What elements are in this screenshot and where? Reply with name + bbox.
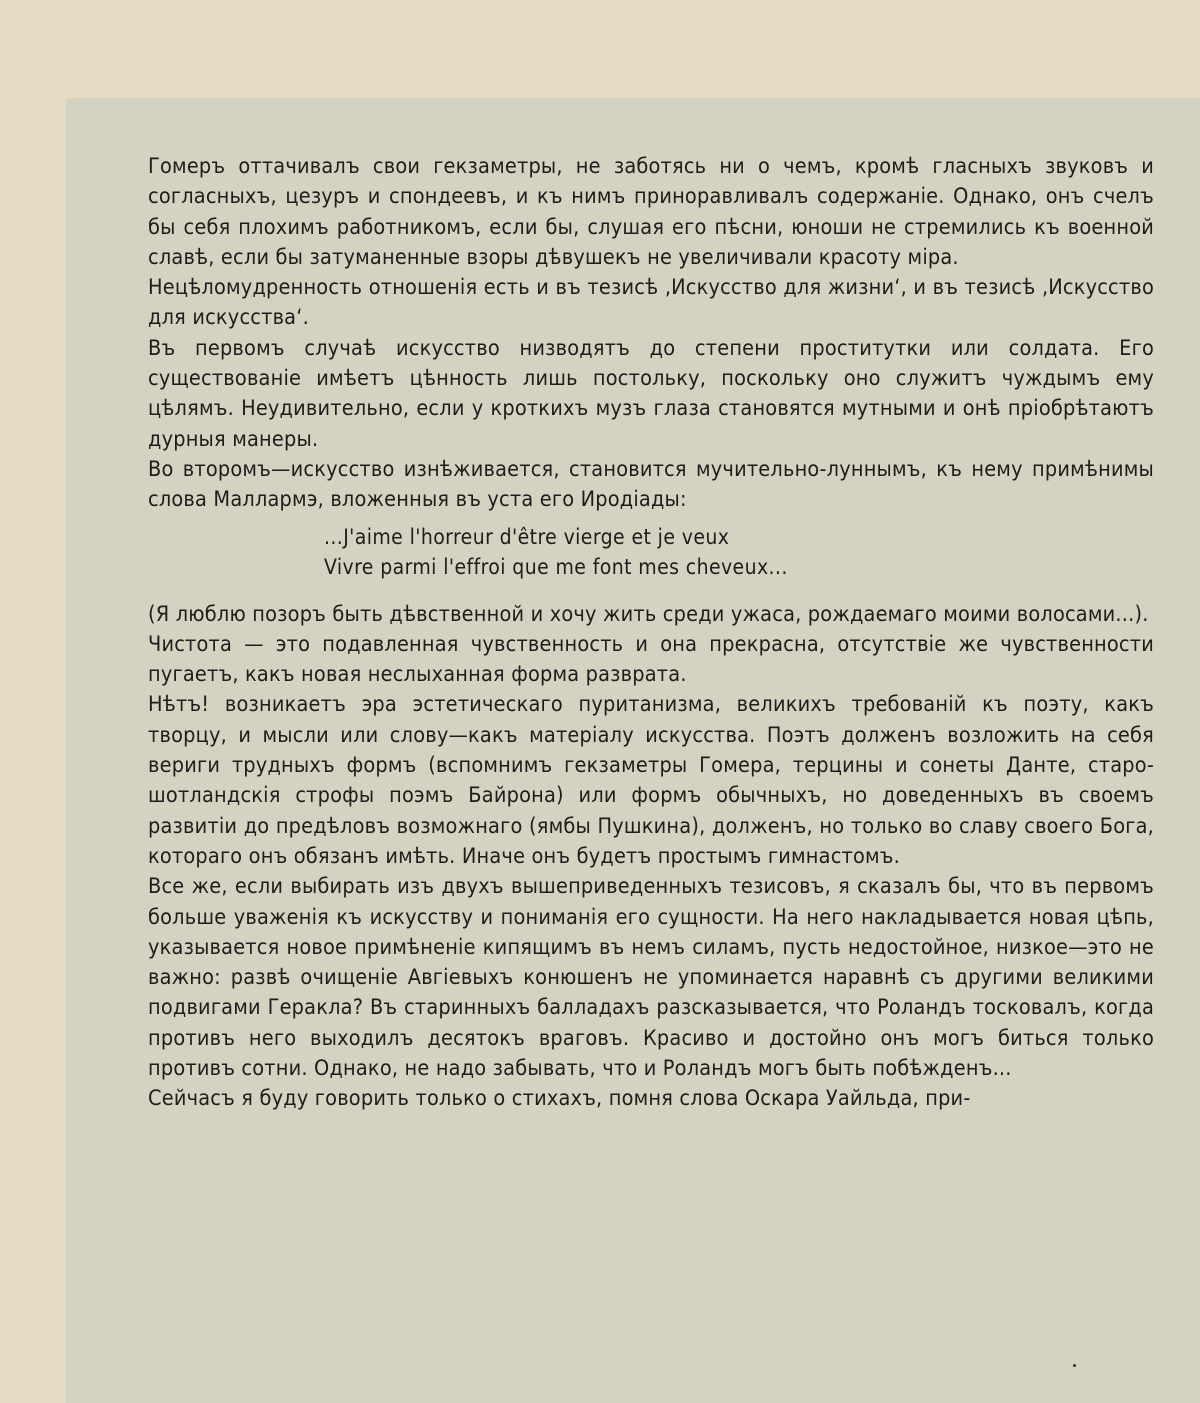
paragraph-homer: Гомеръ оттачивалъ свои гекзаметры, не заботясь ни о чемъ, кромѣ гласныхъ звуковъ и согласныхъ, цезуръ и спондеевъ, и къ нимъ приноравливалъ содержаніе. Однако, онъ счелъ бы себя плохимъ работникомъ, если бы, слушая его пѣсни, юноши не стремились къ военной славѣ, если бы затуманенные взоры дѣвушекъ не увеличивали красоту міра. [148, 154, 1154, 270]
document-body [148, 152, 1154, 1115]
document-page [66, 98, 1200, 1403]
paragraph-second-case: Во второмъ—искусство изнѣживается, становится мучительно-луннымъ, къ нему примѣнимы слова Маллармэ, вложенныя въ уста его Иродіады: [148, 456, 1154, 513]
paragraph-roland: Все же, если выбирать изъ двухъ вышеприведенныхъ тезисовъ, я сказалъ бы, что въ первомъ больше уваженія къ искусству и пониманія его сущности. На него накладывается новая цѣпь, указывается новое примѣненіе кипящимъ въ немъ силамъ, пусть недостойное, низкое—это не важно: развѣ очищеніе Авгіевыхъ конюшенъ не упоминается наравнѣ съ другими великими подвигами Геракла? Въ старинныхъ балладахъ разсказывается, что Роландъ тосковалъ, когда противъ него выходилъ десятокъ враговъ. Красиво и достойно онъ могъ биться только противъ сотни. Однако, не надо забывать, что и Роландъ могъ быть побѣжденъ... [148, 874, 1154, 1082]
paragraph-purity: Чистота — это подавленная чувственность и она прекрасна, отсутствіе же чувственности пугаетъ, какъ новая неслыханная форма разврата. [148, 631, 1154, 688]
mallarme-quote [324, 522, 1154, 582]
paragraph-puritanism: Нѣтъ! возникаетъ эра эстетическаго пуританизма, великихъ требованій къ поэту, какъ творцу, и мысли или слову—какъ матеріалу искусства. Поэтъ долженъ возложить на себя вериги трудныхъ формъ (вспомнимъ гекзаметры Гомера, терцины и сонеты Данте, старо-шотландскія строфы поэмъ Байрона) или формъ обычныхъ, но доведенныхъ въ своемъ развитіи до предѣловъ возможнаго (ямбы Пушкина), долженъ, но только во славу своего Бога, котораго онъ обязанъ имѣть. Иначе онъ будетъ простымъ гимнастомъ. [148, 692, 1154, 869]
paragraph-wilde: Сейчасъ я буду говорить только о стихахъ, помня слова Оскара Уайльда, при- [148, 1086, 971, 1112]
paragraph-theses: Нецѣломудренность отношенія есть и въ тезисѣ ‚Искусство для жизни‘, и въ тезисѣ ‚Искусство для искусства‘. [148, 275, 1154, 331]
quote-line: Vivre parmi l'effroi que me font mes cheveux... [324, 554, 788, 579]
paper-speck [1073, 1364, 1076, 1367]
paragraph-translation: (Я люблю позоръ быть дѣвственной и хочу жить среди ужаса, рождаемаго моими волосами...). [148, 601, 1149, 627]
quote-line: ...J'aime l'horreur d'être vierge et je veux [324, 524, 730, 549]
paragraph-first-case: Въ первомъ случаѣ искусство низводятъ до степени проститутки или солдата. Его существованіе имѣетъ цѣнность лишь постольку, поскольку оно служитъ чуждымъ ему цѣлямъ. Неудивительно, если у кроткихъ музъ глаза становятся мутными и онѣ пріобрѣтаютъ дурныя манеры. [148, 335, 1154, 452]
